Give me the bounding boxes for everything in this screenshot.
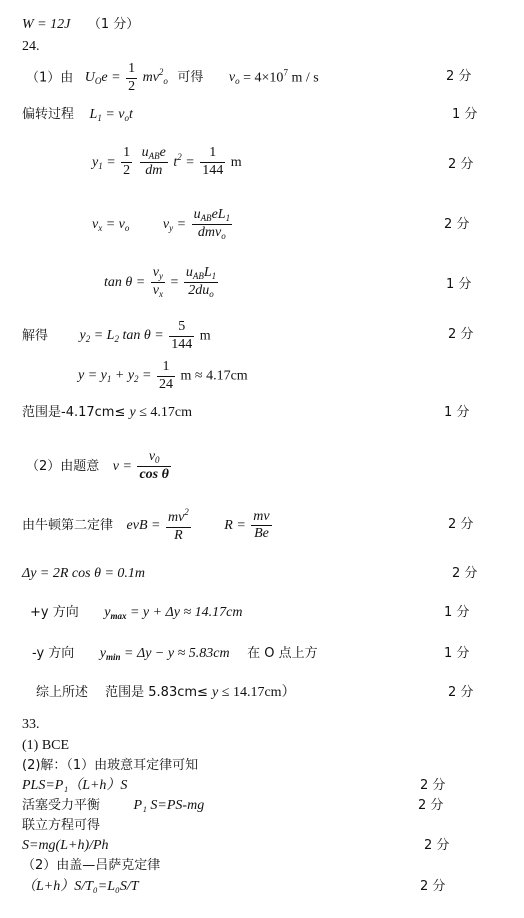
solve-label: 解得 [22, 328, 49, 344]
question-33: 33. [22, 717, 40, 732]
part2-line: （2）由题意 v = $\frac{v_0}{\text{cos θ}}$ [26, 449, 169, 483]
vo-unit: m / s [291, 70, 319, 86]
score-force: 2 分 [418, 798, 444, 813]
minus-dir-label: -y 方向 [32, 646, 75, 661]
score-boyle: 2 分 [420, 778, 446, 793]
question-24: 24. [22, 39, 40, 54]
score-newton: 2 分 [448, 517, 474, 532]
score-y2: 2 分 [448, 327, 474, 342]
force-eq: P₁ S=PS-mg [133, 798, 205, 813]
y1-unit: m [230, 154, 242, 170]
range-label: 范围是-4.17cm≤ [22, 405, 130, 420]
summary-end: ≤ 14.17cm） [218, 685, 296, 700]
w-points: （1 分） [87, 17, 140, 32]
part1-line: （1）由 $U_Oe$ = $\frac{1}{2}$ $mv^2_o$ 可得 $v_o = 4\times 10^7$ m / s [26, 61, 319, 94]
score-range: 1 分 [444, 405, 470, 420]
summary-label: 综上所述 范围是 5.83cm≤ [36, 685, 213, 700]
score-area: 2 分 [424, 838, 450, 853]
eq-deltay: Δy = 2R cos θ = 0.1m [22, 566, 146, 581]
ysum-value: m ≈ 4.17cm [180, 368, 248, 384]
eq-area: S=mg(L+h)/Ph [22, 838, 109, 853]
part2-prefix: （2）由题意 [26, 458, 100, 474]
eq-boyle: PLS=P₁（L+h）S [22, 778, 128, 793]
plus-dir-label: +y 方向 [30, 605, 79, 620]
score-part1: 2 分 [446, 69, 472, 84]
score-deltay: 2 分 [452, 566, 478, 581]
score-vxvy: 2 分 [444, 217, 470, 232]
w-value: W = 12J [22, 17, 71, 32]
eq-L1: $L_1 = v_ot$ [89, 107, 133, 123]
score-deflect: 1 分 [452, 107, 478, 122]
plus-dir-value: = y + Δy ≈ 14.17cm [129, 605, 243, 620]
minus-dir-line: -y 方向 $y_{min} = \Delta y - y \approx 5.83cm$ 在 O 点上方 [32, 646, 318, 662]
vo-exponent: 7 [283, 67, 288, 78]
answer-2-intro: (2)解：（1）由玻意耳定律可知 [22, 758, 199, 773]
score-y1: 2 分 [448, 157, 474, 172]
eq-gay-lussac: （L+h）S/T₀=L₀S/T [22, 879, 139, 894]
summary-line: 综上所述 范围是 5.83cm≤ y ≤ 14.17cm） [36, 685, 296, 700]
eq-ysum: $y = y_1 + y_2$ = $\frac{1}{24}$ m ≈ 4.17cm [78, 359, 248, 392]
tan-label: tan θ = [104, 275, 146, 291]
score-plus: 1 分 [444, 605, 470, 620]
part1-mid: 可得 [177, 70, 204, 86]
eq-tan: tan θ = $\frac{v_y}{v_x}$ = $\frac{u_{AB}L_1}{2du_o}$ [104, 265, 217, 300]
score-tan: 1 分 [446, 277, 472, 292]
deflect-label: 偏转过程 [22, 107, 75, 122]
score-gay-lussac: 2 分 [420, 879, 446, 894]
deflect-line [22, 108, 133, 123]
combine-label: 联立方程可得 [22, 818, 101, 833]
plus-dir-line: +y 方向 $y_{max} = y + \Delta y \approx 14.17cm$ [30, 605, 243, 621]
score-summary: 2 分 [448, 685, 474, 700]
eq-y2: 解得 $y_2 = L_2$ tan θ = $\frac{5}{144}$ m [22, 319, 211, 352]
answer-3-intro: （2）由盖—吕萨克定律 [22, 858, 161, 873]
minus-dir-value: = Δy − y ≈ 5.83cm [124, 646, 230, 661]
eq-energy: $U_Oe$ = [84, 70, 121, 87]
answer-1: (1) BCE [22, 738, 70, 753]
eq-vx-vy: $v_x = v_o$ $v_y$ = $\frac{u_{AB}eL_1}{dmv_o}$ [92, 207, 231, 242]
part1-prefix: （1）由 [26, 70, 74, 86]
force-label: 活塞受力平衡 [22, 798, 101, 813]
force-line [22, 799, 204, 813]
range-end: ≤ 4.17cm [135, 405, 192, 420]
score-minus: 1 分 [444, 646, 470, 661]
minus-dir-note: 在 O 点上方 [247, 646, 318, 661]
newton-line: 由牛顿第二定律 evB = $\frac{mv^2}{R}$ R = $\frac{mv}{Be}$ [22, 507, 270, 543]
eq-y1: $y_1$ = $\frac{1}{2}$ $\frac{u_{AB}e}{dm}$ $t^2$ = $\frac{1}{144}$ m [92, 145, 242, 179]
newton-label: 由牛顿第二定律 [22, 517, 114, 533]
vo-value: = 4×10 [243, 70, 284, 86]
w-line [22, 18, 139, 32]
y2-unit: m [199, 328, 211, 344]
range-line: 范围是-4.17cm≤ y ≤ 4.17cm [22, 405, 192, 420]
